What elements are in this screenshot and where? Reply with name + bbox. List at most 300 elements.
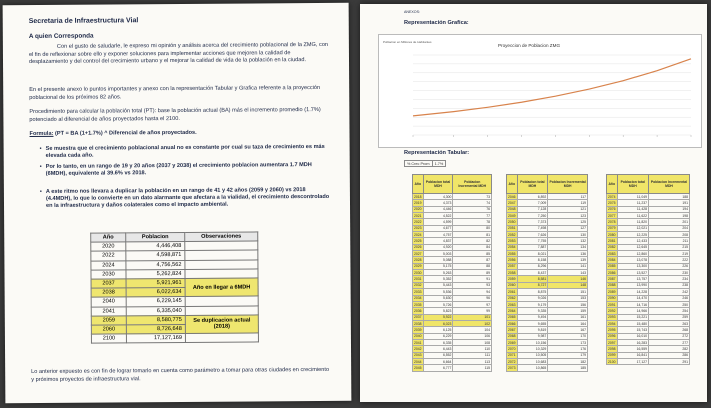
mini-col-header: Poblacion Incremental MDH bbox=[548, 175, 588, 194]
cell-year: 2042 bbox=[414, 346, 422, 351]
cell-increment: 268 bbox=[649, 327, 690, 333]
cell-population: 13,990 bbox=[617, 282, 648, 288]
cell-population: 6,892 bbox=[517, 194, 548, 200]
cell-increment: 185 bbox=[548, 365, 588, 371]
cell-population: 9,819 bbox=[517, 327, 548, 333]
cell-year: 2077 bbox=[608, 213, 616, 218]
cell-population: 5,088 bbox=[423, 257, 453, 263]
cell-increment: 156 bbox=[548, 301, 588, 307]
cell-population: 9,335 bbox=[517, 308, 548, 314]
cell-increment: 74 bbox=[453, 200, 492, 206]
paragraph-annex: En el presente anexo lo puntos importantes y anexo con la representación Tabular y Grafica referente a la proyección poblacional de los próximos 82 años. bbox=[29, 84, 321, 101]
bullet-double: • A este ritmo nos llevara a duplicar la población en un rango de 41 y 42 años (2059 y 2060) vs 2018 (4.4MDH), lo que lo convierte en un dato alarmante que afectara a la vialidad, el crecimiento descontrolado en la infraestructura y daños colaterales como el impacto ambiental. bbox=[40, 187, 330, 211]
cell-increment: 164 bbox=[548, 320, 588, 326]
cell-increment: 82 bbox=[453, 238, 492, 244]
cell-year: 2054 bbox=[508, 245, 516, 250]
cell-increment: 110 bbox=[453, 346, 492, 352]
cell-year: 2020 bbox=[414, 207, 422, 212]
cell-increment: 143 bbox=[548, 270, 588, 276]
cell-increment: 119 bbox=[548, 200, 588, 206]
cell-increment: 81 bbox=[453, 232, 492, 238]
cell-increment: 117 bbox=[548, 194, 588, 200]
cell-year: 2024 bbox=[414, 232, 422, 237]
cell-year: 2024 bbox=[91, 260, 126, 269]
cell-population: 5,536 bbox=[423, 289, 453, 295]
cell-increment: 104 bbox=[453, 327, 492, 333]
cell-population: 12,860 bbox=[617, 251, 648, 257]
cell-population: 9,494 bbox=[517, 314, 548, 320]
cell-population: 7,626 bbox=[517, 232, 548, 238]
cell-population: 13,300 bbox=[617, 263, 648, 269]
cell-year: 2038 bbox=[91, 288, 126, 297]
growth-rate-label: % Crec Prom bbox=[405, 161, 433, 167]
cell-observation bbox=[185, 269, 258, 279]
cell-population: 15,743 bbox=[617, 327, 648, 333]
projection-table-3 bbox=[606, 174, 690, 365]
mini-header-row bbox=[413, 175, 492, 194]
cell-year: 2066 bbox=[508, 321, 516, 326]
cell-year: 2095 bbox=[608, 327, 616, 332]
cell-increment: 99 bbox=[453, 308, 492, 314]
cell-increment: 242 bbox=[649, 289, 690, 295]
cell-increment: 139 bbox=[548, 257, 588, 263]
table-row bbox=[91, 333, 258, 343]
cell-population: 11,820 bbox=[617, 219, 648, 225]
paragraph-intro: Con el gusto de saludarle, le expreso mi opinión y análisis acerca del crecimiento poblacional de la ZMG, con el fin de reflexionar sobre ello y exponer soluciones para implementar acciones que mejoren la calidad de desplazamiento y del control del crecimiento urbano y el mejorar la calidad de vida de la población en la ciudad. bbox=[28, 41, 329, 66]
cell-population: 4,446,408 bbox=[126, 242, 185, 252]
cell-increment: 263 bbox=[649, 320, 690, 326]
table-row bbox=[607, 358, 690, 364]
cell-increment: 153 bbox=[548, 295, 588, 301]
cell-year: 2099 bbox=[608, 353, 616, 358]
graph-heading: Representación Grafica: bbox=[404, 20, 469, 26]
cell-population: 14,716 bbox=[617, 301, 648, 307]
bullet-growth-rate: • Se muestra que el crecimiento poblacional anual no es constante por cual su taza de crecimiento es más elevada cada año. bbox=[40, 144, 330, 160]
cell-increment: 222 bbox=[649, 257, 690, 263]
cell-increment: 89 bbox=[453, 270, 492, 276]
cell-observation bbox=[185, 296, 258, 306]
projection-chart bbox=[378, 34, 702, 148]
cell-year: 2055 bbox=[508, 251, 516, 256]
cell-year: 2059 bbox=[91, 316, 126, 325]
cell-population: 9,026 bbox=[517, 295, 548, 301]
cell-population: 5,443 bbox=[423, 282, 453, 288]
cell-population: 17,127 bbox=[617, 358, 648, 364]
cell-year: 2073 bbox=[508, 365, 516, 370]
cell-population: 5,003 bbox=[423, 251, 453, 257]
cell-population: 7,498 bbox=[517, 225, 548, 231]
cell-year: 2093 bbox=[608, 315, 616, 320]
cell-year: 2030 bbox=[414, 270, 422, 275]
cell-year: 2075 bbox=[608, 201, 616, 206]
cell-increment: 282 bbox=[649, 346, 690, 352]
cell-increment: 130 bbox=[548, 232, 588, 238]
cell-population: 6,664 bbox=[423, 358, 453, 364]
cell-increment: 201 bbox=[649, 219, 690, 225]
cell-increment: 188 bbox=[649, 194, 690, 200]
annex-page bbox=[360, 4, 707, 402]
cell-population: 14,966 bbox=[617, 308, 648, 314]
cell-population: 11,237 bbox=[617, 200, 648, 206]
cell-year: 2058 bbox=[508, 270, 516, 275]
cell-year: 2049 bbox=[508, 213, 516, 218]
cell-year: 2022 bbox=[414, 220, 422, 225]
cell-year: 2045 bbox=[414, 365, 422, 370]
cell-year: 2021 bbox=[414, 213, 422, 218]
cell-population: 8,726,648 bbox=[126, 324, 185, 334]
cell-observation bbox=[185, 241, 258, 251]
col-header-population: Poblacion bbox=[126, 232, 185, 242]
cell-increment: 121 bbox=[548, 206, 588, 212]
mini-col-header: Año bbox=[413, 175, 424, 194]
cell-population: 8,296 bbox=[517, 263, 548, 269]
cell-increment: 238 bbox=[649, 282, 690, 288]
cell-increment: 198 bbox=[649, 213, 690, 219]
cell-population: 15,480 bbox=[617, 320, 648, 326]
col-header-year: Año bbox=[91, 233, 126, 242]
cell-year: 2079 bbox=[608, 226, 616, 231]
formula-line bbox=[29, 129, 329, 139]
cell-year: 2100 bbox=[608, 359, 616, 364]
cell-year: 2061 bbox=[508, 289, 516, 294]
cell-year: 2018 bbox=[414, 194, 422, 199]
cell-increment: 96 bbox=[453, 295, 492, 301]
cell-population: 10,865 bbox=[517, 365, 548, 371]
cell-population: 17,127,169 bbox=[126, 334, 185, 344]
cell-population: 7,373 bbox=[517, 219, 548, 225]
cell-observation bbox=[185, 259, 258, 269]
cell-increment: 123 bbox=[548, 213, 588, 219]
cell-increment: 161 bbox=[548, 314, 588, 320]
cell-population: 9,179 bbox=[517, 301, 548, 307]
cell-increment: 141 bbox=[548, 263, 588, 269]
cell-year: 2087 bbox=[608, 277, 616, 282]
cell-observation: Se duplicacion actual (2018) bbox=[185, 315, 258, 334]
cell-increment: 76 bbox=[453, 206, 492, 212]
cell-year: 2060 bbox=[508, 283, 516, 288]
cell-year: 2059 bbox=[508, 277, 516, 282]
cell-population: 6,229,145 bbox=[126, 297, 185, 307]
cell-year: 2040 bbox=[414, 334, 422, 339]
cell-increment: 167 bbox=[548, 327, 588, 333]
cell-increment: 291 bbox=[649, 358, 690, 364]
cell-population: 5,352 bbox=[423, 276, 453, 282]
cell-population: 8,158 bbox=[517, 257, 548, 263]
cell-year: 2047 bbox=[508, 201, 516, 206]
cell-observation bbox=[185, 333, 258, 343]
cell-increment: 246 bbox=[649, 295, 690, 301]
cell-year: 2031 bbox=[414, 277, 422, 282]
cell-population: 5,823 bbox=[423, 308, 453, 314]
mini-col-header: Poblacion Incremental MDH bbox=[453, 175, 492, 194]
cell-increment: 78 bbox=[453, 219, 492, 225]
cell-population: 16,841 bbox=[617, 352, 648, 358]
chart-series-line bbox=[413, 59, 691, 116]
cell-increment: 159 bbox=[548, 308, 588, 314]
cell-year: 2051 bbox=[508, 226, 516, 231]
col-header-observations: Observaciones bbox=[185, 232, 258, 242]
cell-increment: 113 bbox=[453, 358, 492, 364]
cell-year: 2069 bbox=[508, 340, 516, 345]
cell-year: 2046 bbox=[508, 194, 516, 199]
cell-year: 2083 bbox=[608, 251, 616, 256]
growth-rate-value: 1.7% bbox=[432, 161, 446, 167]
cell-increment: 286 bbox=[649, 352, 690, 358]
cell-year: 2090 bbox=[608, 296, 616, 301]
cell-year: 2026 bbox=[414, 245, 422, 250]
cell-increment: 148 bbox=[548, 282, 588, 288]
cell-increment: 170 bbox=[548, 333, 588, 339]
mini-col-header: Año bbox=[507, 175, 518, 194]
letter-page bbox=[3, 3, 352, 403]
cell-year: 2039 bbox=[414, 327, 422, 332]
cell-population: 5,922 bbox=[423, 314, 453, 320]
cell-increment: 215 bbox=[649, 244, 690, 250]
cell-population: 13,757 bbox=[617, 276, 648, 282]
cell-increment: 179 bbox=[548, 352, 588, 358]
cell-year: 2044 bbox=[414, 359, 422, 364]
cell-population: 6,229 bbox=[423, 333, 453, 339]
cell-increment: 219 bbox=[649, 251, 690, 257]
cell-year: 2065 bbox=[508, 315, 516, 320]
cell-population: 7,755 bbox=[517, 238, 548, 244]
mini-header-row bbox=[507, 175, 588, 194]
cell-population: 9,655 bbox=[517, 320, 548, 326]
cell-population: 14,228 bbox=[617, 289, 648, 295]
cell-increment: 85 bbox=[453, 251, 492, 257]
cell-population: 8,437 bbox=[517, 270, 548, 276]
sender-heading: Secretaria de Infraestructura Vial bbox=[28, 17, 139, 26]
cell-increment: 208 bbox=[649, 232, 690, 238]
cell-year: 2060 bbox=[91, 325, 126, 334]
cell-population: 5,263 bbox=[423, 270, 453, 276]
mini-col-header: Poblacion total MDH bbox=[423, 175, 453, 194]
cell-observation bbox=[185, 250, 258, 260]
cell-increment: 134 bbox=[548, 244, 588, 250]
cell-increment: 151 bbox=[548, 289, 588, 295]
cell-year: 2067 bbox=[508, 327, 516, 332]
cell-year: 2034 bbox=[414, 296, 422, 301]
cell-increment: 73 bbox=[453, 194, 492, 200]
cell-year: 2040 bbox=[91, 297, 126, 306]
cell-year: 2027 bbox=[414, 251, 422, 256]
chart-title: Proyeccion de Poblacion ZMG bbox=[497, 43, 561, 48]
cell-year: 2070 bbox=[508, 346, 516, 351]
cell-year: 2057 bbox=[508, 264, 516, 269]
cell-increment: 272 bbox=[649, 333, 690, 339]
cell-population: 6,777 bbox=[423, 365, 453, 371]
cell-population: 11,622 bbox=[617, 213, 648, 219]
cell-observation: Año en llegar a 6MDH bbox=[185, 278, 258, 297]
cell-year: 2033 bbox=[414, 289, 422, 294]
cell-increment: 94 bbox=[453, 289, 492, 295]
formula-label: Formula: bbox=[29, 130, 54, 138]
cell-population: 11,049 bbox=[617, 194, 648, 200]
cell-population: 4,677 bbox=[423, 225, 453, 231]
cell-increment: 125 bbox=[548, 219, 588, 225]
annex-tag: ANEXOS: bbox=[404, 10, 420, 14]
cell-population: 16,283 bbox=[617, 339, 648, 345]
cell-year: 2084 bbox=[608, 258, 616, 263]
cell-year: 2052 bbox=[508, 232, 516, 237]
cell-increment: 194 bbox=[649, 206, 690, 212]
cell-increment: 230 bbox=[649, 270, 690, 276]
cell-year: 2036 bbox=[414, 308, 422, 313]
cell-increment: 176 bbox=[548, 346, 588, 352]
cell-year: 2048 bbox=[508, 207, 516, 212]
cell-population: 7,009 bbox=[517, 200, 548, 206]
cell-year: 2086 bbox=[608, 270, 616, 275]
cell-year: 2072 bbox=[508, 359, 516, 364]
cell-population: 7,128 bbox=[517, 206, 548, 212]
cell-increment: 234 bbox=[649, 276, 690, 282]
cell-population: 7,887 bbox=[517, 244, 548, 250]
cell-population: 4,837 bbox=[423, 238, 453, 244]
cell-increment: 127 bbox=[548, 225, 588, 231]
cell-population: 14,470 bbox=[617, 295, 648, 301]
cell-population: 5,726 bbox=[423, 301, 453, 307]
cell-increment: 77 bbox=[453, 213, 492, 219]
mini-col-header: Poblacion total MDH bbox=[617, 175, 648, 194]
cell-population: 6,023 bbox=[423, 320, 453, 326]
cell-year: 2050 bbox=[508, 220, 516, 225]
cell-year: 2032 bbox=[414, 283, 422, 288]
cell-increment: 136 bbox=[548, 251, 588, 257]
cell-year: 2081 bbox=[608, 239, 616, 244]
cell-increment: 226 bbox=[649, 263, 690, 269]
cell-population: 15,221 bbox=[617, 314, 648, 320]
cell-year: 2064 bbox=[508, 308, 516, 313]
cell-year: 2085 bbox=[608, 264, 616, 269]
cell-year: 2098 bbox=[608, 346, 616, 351]
formula-text: (PT = BA (1+1.7%) ^ Diferencial de años proyectados. bbox=[54, 129, 197, 137]
cell-year: 2037 bbox=[91, 279, 126, 288]
cell-population: 8,580,775 bbox=[126, 315, 185, 325]
cell-population: 7,250 bbox=[517, 213, 548, 219]
cell-increment: 211 bbox=[649, 238, 690, 244]
cell-population: 6,022,634 bbox=[126, 288, 185, 298]
cell-increment: 182 bbox=[548, 358, 588, 364]
cell-increment: 277 bbox=[649, 339, 690, 345]
mini-col-header: Poblacion total MDH bbox=[517, 175, 548, 194]
cell-increment: 191 bbox=[649, 200, 690, 206]
tabular-heading: Representación Tabular: bbox=[404, 150, 470, 156]
cell-population: 4,920 bbox=[423, 244, 453, 250]
cell-increment: 102 bbox=[453, 320, 492, 326]
cell-population: 6,125 bbox=[423, 327, 453, 333]
cell-population: 5,630 bbox=[423, 295, 453, 301]
cell-population: 4,598,871 bbox=[126, 251, 185, 261]
cell-increment: 88 bbox=[453, 263, 492, 269]
chart-ylabel: Poblacion en Millones de Habitantes bbox=[383, 40, 432, 44]
cell-population: 5,262,824 bbox=[126, 269, 185, 279]
table-row bbox=[507, 365, 588, 371]
cell-population: 13,078 bbox=[617, 257, 648, 263]
cell-year: 2091 bbox=[608, 302, 616, 307]
cell-population: 9,987 bbox=[517, 333, 548, 339]
cell-year: 2035 bbox=[414, 302, 422, 307]
cell-increment: 259 bbox=[649, 314, 690, 320]
cell-increment: 115 bbox=[453, 365, 492, 371]
projection-table-1 bbox=[412, 174, 492, 372]
cell-year: 2074 bbox=[608, 194, 616, 199]
projection-table-2 bbox=[506, 174, 588, 372]
cell-population: 6,443 bbox=[423, 346, 453, 352]
cell-year: 2088 bbox=[608, 283, 616, 288]
cell-year: 2092 bbox=[608, 308, 616, 313]
cell-population: 13,527 bbox=[617, 270, 648, 276]
cell-population: 4,522 bbox=[423, 213, 453, 219]
cell-population: 5,921,961 bbox=[126, 278, 185, 288]
growth-rate-box bbox=[404, 160, 446, 167]
cell-year: 2068 bbox=[508, 334, 516, 339]
cell-year: 2038 bbox=[414, 321, 422, 326]
cell-year: 2019 bbox=[414, 201, 422, 206]
cell-increment: 132 bbox=[548, 238, 588, 244]
cell-year: 2041 bbox=[414, 340, 422, 345]
cell-population: 4,599 bbox=[423, 219, 453, 225]
cell-year: 2080 bbox=[608, 232, 616, 237]
cell-population: 8,875 bbox=[517, 289, 548, 295]
cell-population: 8,727 bbox=[517, 282, 548, 288]
cell-year: 2041 bbox=[91, 306, 126, 315]
table-row bbox=[413, 365, 492, 371]
mini-header-row bbox=[607, 175, 690, 194]
cell-population: 10,156 bbox=[517, 339, 548, 345]
cell-year: 2037 bbox=[414, 315, 422, 320]
cell-increment: 204 bbox=[649, 225, 690, 231]
cell-year: 2056 bbox=[508, 258, 516, 263]
cell-increment: 254 bbox=[649, 308, 690, 314]
cell-population: 8,021 bbox=[517, 251, 548, 257]
cell-year: 2030 bbox=[91, 270, 126, 279]
cell-population: 12,225 bbox=[617, 232, 648, 238]
cell-year: 2022 bbox=[91, 251, 126, 260]
cell-increment: 111 bbox=[453, 352, 492, 358]
cell-year: 2078 bbox=[608, 220, 616, 225]
cell-year: 2028 bbox=[414, 258, 422, 263]
cell-population: 16,559 bbox=[617, 346, 648, 352]
cell-population: 4,373 bbox=[423, 200, 453, 206]
cell-year: 2076 bbox=[608, 207, 616, 212]
cell-increment: 173 bbox=[548, 339, 588, 345]
salutation: A quien Corresponda bbox=[28, 32, 94, 41]
cell-population: 16,010 bbox=[617, 333, 648, 339]
cell-observation bbox=[185, 305, 258, 315]
cell-population: 4,300 bbox=[423, 194, 453, 200]
cell-population: 6,335 bbox=[423, 339, 453, 345]
cell-year: 2089 bbox=[608, 289, 616, 294]
cell-year: 2020 bbox=[91, 242, 126, 251]
cell-population: 4,757 bbox=[423, 232, 453, 238]
cell-year: 2062 bbox=[508, 296, 516, 301]
cell-year: 2025 bbox=[414, 239, 422, 244]
cell-population: 10,683 bbox=[517, 358, 548, 364]
cell-year: 2023 bbox=[414, 226, 422, 231]
cell-population: 11,428 bbox=[617, 206, 648, 212]
cell-year: 2096 bbox=[608, 334, 616, 339]
cell-increment: 87 bbox=[453, 257, 492, 263]
cell-population: 6,552 bbox=[423, 352, 453, 358]
cell-year: 2071 bbox=[508, 353, 516, 358]
cell-year: 2053 bbox=[508, 239, 516, 244]
bullet-6mdh: • Por lo tanto, en un rango de 19 y 20 años (2037 y 2038) el crecimiento poblacion aumentara 1.7 MDH (6MDH), equivalente al 39.6% vs 2018. bbox=[40, 162, 330, 178]
cell-increment: 97 bbox=[453, 301, 492, 307]
cell-year: 2082 bbox=[608, 245, 616, 250]
cell-population: 4,446 bbox=[423, 206, 453, 212]
cell-population: 4,756,562 bbox=[126, 260, 185, 270]
cell-increment: 146 bbox=[548, 276, 588, 282]
